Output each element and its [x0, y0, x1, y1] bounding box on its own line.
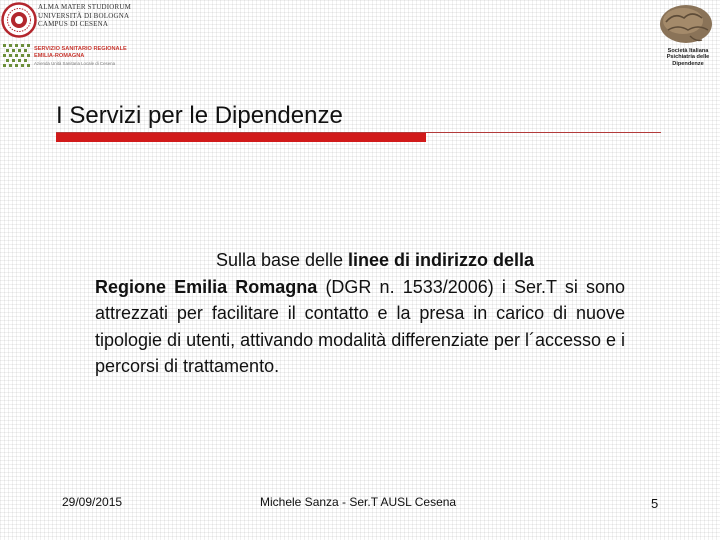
university-name: ALMA MATER STUDIORUM UNIVERSITÀ DI BOLOGNA CAMPUS DI CESENA	[38, 3, 132, 28]
brain-icon	[656, 2, 718, 48]
university-of-bologna-logo	[0, 0, 140, 40]
slide-title: I Servizi per le Dipendenze	[56, 102, 343, 129]
regional-health-service-mark-icon	[2, 43, 32, 69]
slide-number: 5	[651, 496, 659, 511]
body-text-segment: (DGR n. 1533/2006) i Ser.T si sono attrezzati per facilitare il contatto e la presa in carico di nuove tipologie di utenti, attivando modalità differenziate per l´accesso e i percorsi di trattamento.	[95, 276, 626, 376]
body-first-line	[95, 247, 625, 274]
regional-health-service-name: SERVIZIO SANITARIO REGIONALE EMILIA-ROMAGNA Azienda Unità Sanitaria Locale di Cesena	[34, 46, 127, 66]
body-bold-segment: Regione Emilia Romagna	[95, 276, 318, 297]
sipdip-name: Società Italiana Psichiatria delle Dipendenze	[666, 48, 710, 67]
regional-health-service-logo	[0, 42, 140, 70]
title-accent-bar	[56, 133, 426, 142]
footer-date: 29/09/2015	[62, 495, 123, 509]
body-text-segment: Sulla base delle	[215, 250, 349, 270]
university-seal-icon	[1, 2, 37, 38]
body-paragraph	[95, 247, 625, 380]
footer-author: Michele Sanza - Ser.T AUSL Cesena	[260, 495, 457, 509]
body-bold-segment: linee di indirizzo della	[348, 250, 535, 270]
sipdip-logo	[650, 0, 720, 72]
